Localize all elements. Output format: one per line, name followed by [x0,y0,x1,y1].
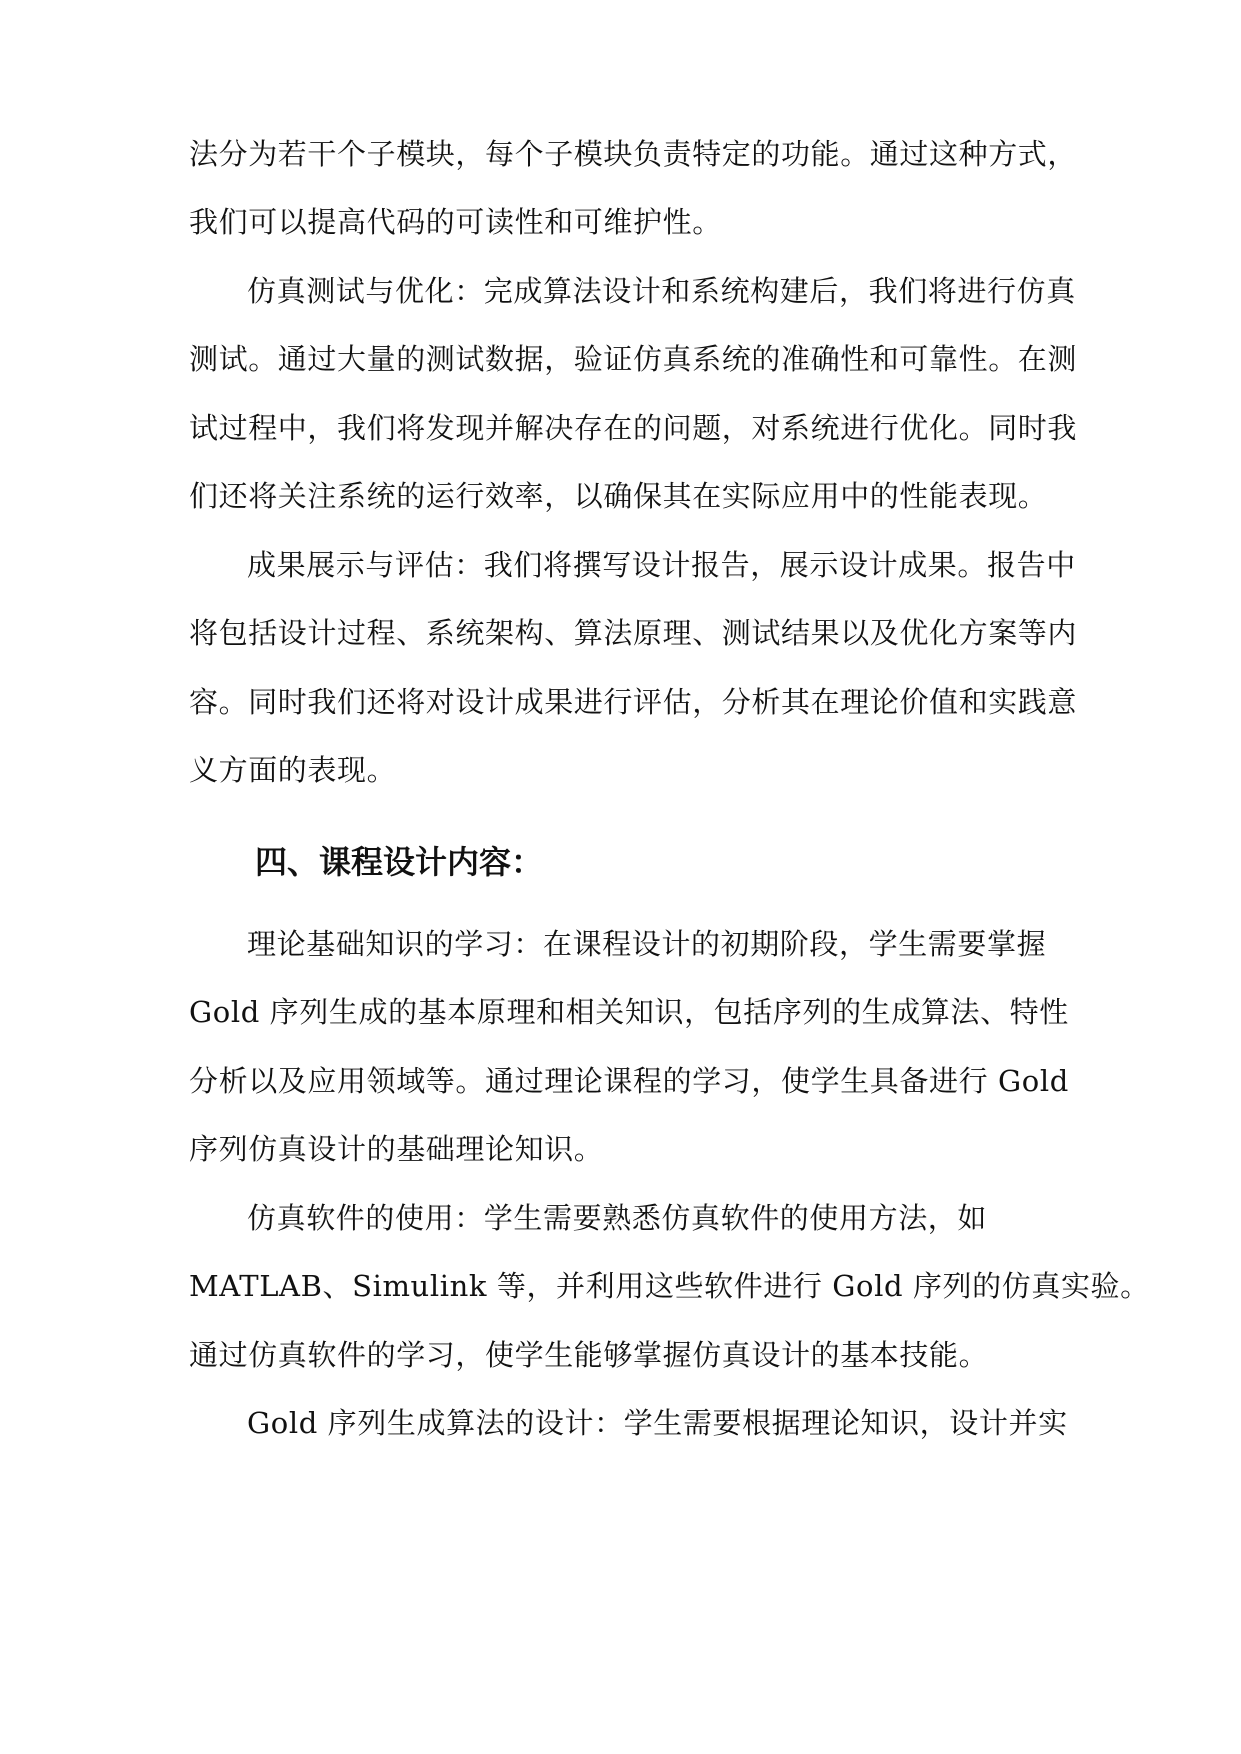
text-line: 理论基础知识的学习：在课程设计的初期阶段，学生需要掌握 [247,927,1047,961]
text-line: 测试。通过大量的测试数据，验证仿真系统的准确性和可靠性。在测 [189,342,1078,376]
text-line: 通过仿真软件的学习，使学生能够掌握仿真设计的基本技能。 [189,1338,989,1372]
text-line: 义方面的表现。 [189,753,397,787]
text-line: 仿真测试与优化：完成算法设计和系统构建后，我们将进行仿真 [247,274,1076,308]
text-line: 们还将关注系统的运行效率，以确保其在实际应用中的性能表现。 [189,479,1048,513]
text-line: 仿真软件的使用：学生需要熟悉仿真软件的使用方法，如 [247,1201,988,1235]
text-line: Gold 序列生成算法的设计：学生需要根据理论知识，设计并实 [247,1406,1068,1440]
text-line: Gold 序列生成的基本原理和相关知识，包括序列的生成算法、特性 [189,995,1069,1029]
text-line: 法分为若干个子模块，每个子模块负责特定的功能。通过这种方式， [189,137,1078,171]
text-line: 容。同时我们还将对设计成果进行评估，分析其在理论价值和实践意 [189,685,1078,719]
text-line: 将包括设计过程、系统架构、算法原理、测试结果以及优化方案等内 [189,616,1078,650]
text-line: 试过程中，我们将发现并解决存在的问题，对系统进行优化。同时我 [189,411,1078,445]
section-heading: 四、课程设计内容： [255,843,544,881]
text-line: 我们可以提高代码的可读性和可维护性。 [189,205,722,239]
text-line: MATLAB、Simulink 等，并利用这些软件进行 Gold 序列的仿真实验。 [189,1269,1150,1303]
text-line: 成果展示与评估：我们将撰写设计报告，展示设计成果。报告中 [247,548,1076,582]
text-line: 分析以及应用领域等。通过理论课程的学习，使学生具备进行 Gold [189,1064,1069,1098]
text-line: 序列仿真设计的基础理论知识。 [189,1132,604,1166]
